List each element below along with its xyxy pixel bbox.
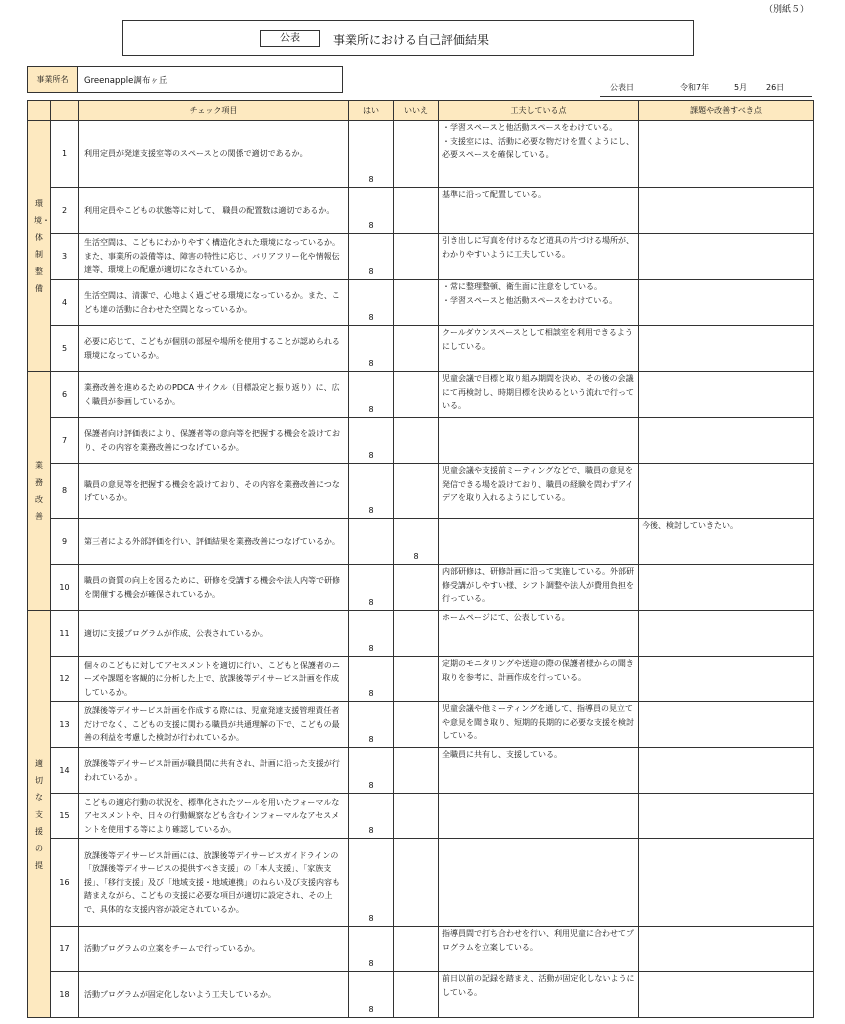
row-number: 13 (51, 702, 79, 748)
check-item: 利用定員やこどもの状態等に対して、 職員の配置数は適切であるか。 (79, 188, 349, 234)
no-count (394, 972, 439, 1018)
yes-count: 8 (349, 972, 394, 1018)
check-item: 活動プログラムの立案をチームで行っているか。 (79, 927, 349, 972)
kufu-text (439, 519, 639, 565)
yes-count: 8 (349, 839, 394, 927)
no-count (394, 565, 439, 611)
kadai-text (639, 794, 814, 839)
kufu-text (439, 794, 639, 839)
no-count (394, 280, 439, 326)
yes-count: 8 (349, 280, 394, 326)
kadai-text (639, 611, 814, 657)
kadai-text (639, 418, 814, 464)
section-text: 環境・体制整備 (34, 199, 50, 293)
table-row (28, 326, 814, 372)
office-name: Greenapple調布ヶ丘 (84, 75, 168, 86)
kadai-text (639, 280, 814, 326)
section-label (28, 121, 51, 372)
kufu-text: 指導員間で打ち合わせを行い、利用児童に合わせてプログラムを立案している。 (439, 927, 639, 972)
section-text: 業務改善 (35, 461, 43, 521)
kufu-text: ホームページにて、公表している。 (439, 611, 639, 657)
no-count (394, 121, 439, 188)
kadai-text (639, 927, 814, 972)
kufu-text: 全職員に共有し、支援している。 (439, 748, 639, 794)
section-text: 適切な支援の提 (35, 758, 43, 870)
kadai-text (639, 972, 814, 1018)
table-row (28, 702, 814, 748)
table-row (28, 927, 814, 972)
check-item: 放課後等デイサービス計画が職員間に共有され、計画に沿った支援が行われているか 。 (79, 748, 349, 794)
evaluation-table (27, 100, 814, 1018)
header-check: チェック項目 (79, 101, 349, 121)
table-header-row (28, 101, 814, 121)
table-row (28, 464, 814, 519)
kufu-text: 児童会議で目標と取り組み期間を決め、その後の会議にて再検討し、時期目標を決めるという流れで行っている。 (439, 372, 639, 418)
kadai-text (639, 188, 814, 234)
no-count (394, 611, 439, 657)
pub-label: 公表日 (610, 83, 634, 92)
kadai-text (639, 326, 814, 372)
check-item: 第三者による外部評価を行い、評価結果を業務改善につなげているか。 (79, 519, 349, 565)
no-count (394, 188, 439, 234)
table-row (28, 280, 814, 326)
yes-count (349, 519, 394, 565)
pub-era: 令和7年 (680, 83, 710, 92)
row-number: 14 (51, 748, 79, 794)
yes-count: 8 (349, 121, 394, 188)
no-count (394, 657, 439, 702)
yes-count: 8 (349, 611, 394, 657)
kufu-text: ・常に整理整頓、衛生面に注意をしている。 ・学習スペースと他活動スペースをわけている。 (439, 280, 639, 326)
no-count: 8 (394, 519, 439, 565)
table-row (28, 418, 814, 464)
check-item: 職員の資質の向上を図るために、研修を受講する機会や法人内等で研修を開催する機会が確保されているか。 (79, 565, 349, 611)
table-row (28, 519, 814, 565)
check-item: 適切に支援プログラムが作成、公表されているか。 (79, 611, 349, 657)
header-no: いいえ (394, 101, 439, 121)
header-kadai: 課題や改善すべき点 (639, 101, 814, 121)
kufu-text: ・学習スペースと他活動スペースをわけている。 ・支援室には、活動に必要な物だけを置くようにし、必要スペースを確保している。 (439, 121, 639, 188)
kadai-text (639, 702, 814, 748)
no-count (394, 234, 439, 280)
table-row (28, 839, 814, 927)
office-label: 事業所名 (28, 67, 78, 92)
header-number (51, 101, 79, 121)
check-item: 職員の意見等を把握する機会を設けており、その内容を業務改善につなげているか。 (79, 464, 349, 519)
row-number: 17 (51, 927, 79, 972)
table-row (28, 372, 814, 418)
row-number: 16 (51, 839, 79, 927)
page-title: 事業所における自己評価結果 (333, 33, 490, 47)
header-kufu: 工夫している点 (439, 101, 639, 121)
yes-count: 8 (349, 418, 394, 464)
pub-underline (600, 96, 812, 97)
kufu-text: 前日以前の記録を踏まえ、活動が固定化しないようにしている。 (439, 972, 639, 1018)
kadai-text (639, 565, 814, 611)
row-number: 3 (51, 234, 79, 280)
kadai-text (639, 121, 814, 188)
no-count (394, 418, 439, 464)
table-row (28, 188, 814, 234)
table-row (28, 794, 814, 839)
kufu-text: 基準に沿って配置している。 (439, 188, 639, 234)
table-row (28, 234, 814, 280)
kufu-text: 児童会議や他ミーティングを通して、指導員の見立てや意見を聞き取り、短期的長期的に必要な支援を検討している。 (439, 702, 639, 748)
check-item: 個々のこどもに対してアセスメントを適切に行い、こどもと保護者のニーズや課題を客観的に分析した上で、放課後等デイサービス計画を作成しているか。 (79, 657, 349, 702)
kufu-text: 児童会議や支援前ミーティングなどで、職員の意見を発信できる場を設けており、職員の経験を問わずアイデアを取り入れるようにしている。 (439, 464, 639, 519)
yes-count: 8 (349, 464, 394, 519)
row-number: 10 (51, 565, 79, 611)
table-row (28, 972, 814, 1018)
row-number: 11 (51, 611, 79, 657)
table-row (28, 565, 814, 611)
row-number: 7 (51, 418, 79, 464)
section-label (28, 372, 51, 611)
no-count (394, 702, 439, 748)
table-row (28, 611, 814, 657)
kufu-text: 引き出しに写真を付けるなど道具の片づける場所が、わかりやすいように工夫している。 (439, 234, 639, 280)
section-label (28, 611, 51, 1018)
no-count (394, 372, 439, 418)
yes-count: 8 (349, 657, 394, 702)
yes-count: 8 (349, 748, 394, 794)
kadai-text (639, 748, 814, 794)
no-count (394, 794, 439, 839)
yes-count: 8 (349, 372, 394, 418)
kufu-text: クールダウンスペースとして相談室を利用できるようにしている。 (439, 326, 639, 372)
row-number: 2 (51, 188, 79, 234)
table-row (28, 657, 814, 702)
row-number: 8 (51, 464, 79, 519)
yes-count: 8 (349, 794, 394, 839)
check-item: 放課後等デイサービス計画には、放課後等デイサービスガイドラインの「放課後等デイサービスの提供すべき支援」の「本人支援」、「家族支援」、「移行支援」及び「地域支援・地域連携」のねらい及び支援内容も踏まえながら、こどもの支援に必要な項目が適切に設定され、その上で、具体的な支援内容が設定されているか。 (79, 839, 349, 927)
kufu-text (439, 418, 639, 464)
kufu-text: 内部研修は、研修計画に沿って実施している。外部研修受講がしやすい様、シフト調整や法人が費用負担を行っている。 (439, 565, 639, 611)
check-item: こどもの適応行動の状況を、標準化されたツールを用いたフォーマルなアセスメントや、日々の行動観察なども含むインフォーマルなアセスメントを使用する等により確認しているか。 (79, 794, 349, 839)
kadai-text: 今後、検討していきたい。 (639, 519, 814, 565)
kadai-text (639, 464, 814, 519)
row-number: 1 (51, 121, 79, 188)
yes-count: 8 (349, 927, 394, 972)
check-item: 必要に応じて、こどもが個別の部屋や場所を使用することが認められる環境になっているか。 (79, 326, 349, 372)
table-row (28, 748, 814, 794)
check-item: 利用定員が発達支援室等のスペースとの関係で適切であるか。 (79, 121, 349, 188)
yes-count: 8 (349, 702, 394, 748)
pub-day: 26日 (766, 83, 785, 92)
yes-count: 8 (349, 188, 394, 234)
row-number: 12 (51, 657, 79, 702)
header-yes: はい (349, 101, 394, 121)
check-item: 活動プログラムが固定化しないよう工夫しているか。 (79, 972, 349, 1018)
kadai-text (639, 657, 814, 702)
kufu-text: 定期のモニタリングや送迎の際の保護者様からの聞き取りを参考に、計画作成を行っている。 (439, 657, 639, 702)
row-number: 4 (51, 280, 79, 326)
row-number: 5 (51, 326, 79, 372)
appendix-label: （別紙５） (763, 5, 809, 15)
kadai-text (639, 372, 814, 418)
kufu-text (439, 839, 639, 927)
row-number: 9 (51, 519, 79, 565)
pub-month: 5月 (734, 83, 748, 92)
row-number: 18 (51, 972, 79, 1018)
no-count (394, 464, 439, 519)
title-box (122, 20, 694, 56)
check-item: 生活空間は、清潔で、心地よく過ごせる環境になっているか。また、こども達の活動に合わせた空間となっているか。 (79, 280, 349, 326)
koho-label: 公表 (260, 30, 320, 47)
no-count (394, 748, 439, 794)
check-item: 生活空間は、こどもにわかりやすく構造化された環境になっているか。また、事業所の設備等は、障害の特性に応じ、バリアフリー化や情報伝達等、環境上の配慮が適切になされているか。 (79, 234, 349, 280)
kadai-text (639, 234, 814, 280)
no-count (394, 326, 439, 372)
kadai-text (639, 839, 814, 927)
header-section (28, 101, 51, 121)
check-item: 放課後等デイサービス計画を作成する際には、児童発達支援管理責任者だけでなく、こどもの支援に関わる職員が共通理解の下で、こどもの最善の利益を考慮した検討が行われているか。 (79, 702, 349, 748)
row-number: 15 (51, 794, 79, 839)
publication-date (610, 82, 784, 93)
yes-count: 8 (349, 234, 394, 280)
yes-count: 8 (349, 326, 394, 372)
row-number: 6 (51, 372, 79, 418)
yes-count: 8 (349, 565, 394, 611)
no-count (394, 839, 439, 927)
table-row (28, 121, 814, 188)
check-item: 保護者向け評価表により、保護者等の意向等を把握する機会を設けており、その内容を業務改善につなげているか。 (79, 418, 349, 464)
check-item: 業務改善を進めるためのPDCA サイクル（目標設定と振り返り）に、広く職員が参画しているか。 (79, 372, 349, 418)
no-count (394, 927, 439, 972)
office-box (27, 66, 343, 93)
